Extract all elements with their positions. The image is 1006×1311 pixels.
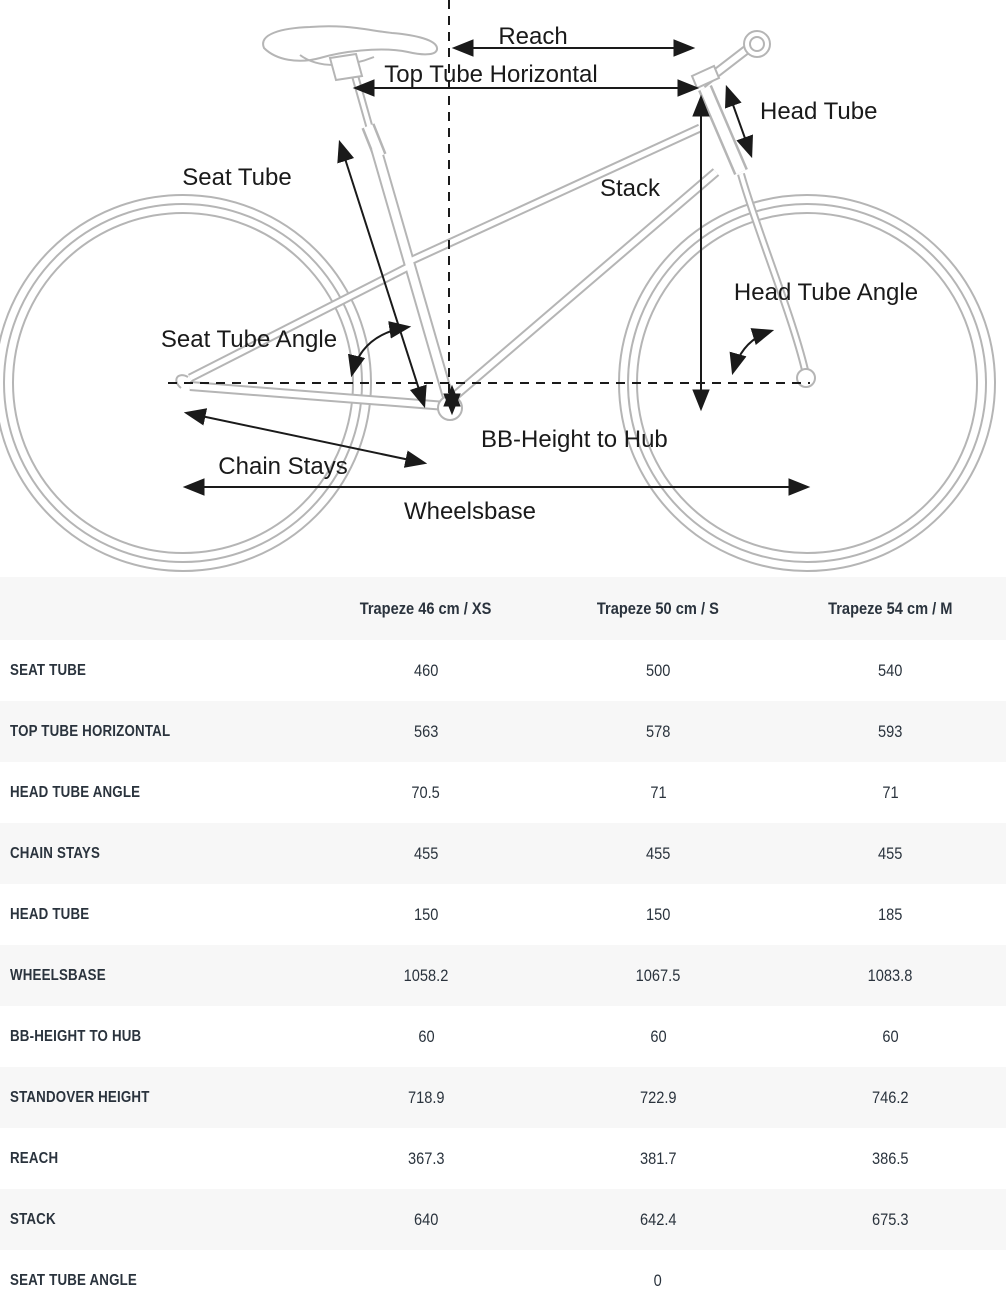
row-label: BB-HEIGHT TO HUB — [10, 1027, 142, 1045]
table-row — [0, 701, 1006, 762]
label-top-tube-horizontal: Top Tube Horizontal — [384, 61, 598, 88]
label-seat-tube-angle: Seat Tube Angle — [160, 326, 338, 353]
table-header-row — [0, 577, 1006, 640]
rear-dropout — [176, 375, 188, 388]
table-row — [0, 823, 1006, 884]
spec-table-body — [0, 640, 1006, 1311]
label-stack: Stack — [599, 175, 660, 202]
cell-value: 675.3 — [871, 1209, 909, 1229]
cell-value: 60 — [881, 1026, 899, 1046]
row-label: STACK — [10, 1210, 56, 1228]
row-label: SEAT TUBE ANGLE — [10, 1271, 137, 1289]
cell-value — [774, 1271, 1006, 1291]
cell-value: 642.4 — [639, 1209, 677, 1229]
table-row — [0, 1006, 1006, 1067]
cell-value: 1067.5 — [635, 965, 681, 985]
cell-value: 455 — [413, 843, 439, 863]
cell-value: 563 — [413, 721, 439, 741]
cell-value: 500 — [645, 660, 671, 680]
table-row — [0, 1189, 1006, 1250]
cell-value: 60 — [417, 1026, 435, 1046]
geometry-table — [0, 577, 1006, 1311]
label-wheelsbase: Wheelsbase — [403, 498, 537, 525]
row-label: SEAT TUBE — [10, 661, 87, 679]
seatpost-clamp — [330, 54, 362, 80]
label-seat-tube: Seat Tube — [182, 164, 292, 191]
cell-value: 367.3 — [407, 1148, 445, 1168]
cell-value: 71 — [881, 782, 899, 802]
cell-value: 540 — [877, 660, 903, 680]
cell-value: 185 — [877, 904, 903, 924]
column-header-s — [542, 599, 774, 619]
label-head-tube-angle: Head Tube Angle — [733, 279, 919, 306]
table-row — [0, 1250, 1006, 1311]
cell-value: 150 — [413, 904, 439, 924]
table-row — [0, 1067, 1006, 1128]
row-label: HEAD TUBE ANGLE — [10, 783, 141, 801]
label-chain-stays: Chain Stays — [218, 453, 348, 480]
column-header-label: Trapeze 54 cm / M — [827, 598, 953, 618]
cell-value — [310, 1271, 542, 1291]
cell-value: 386.5 — [871, 1148, 909, 1168]
cell-value: 150 — [645, 904, 671, 924]
column-header-label: Trapeze 46 cm / XS — [360, 598, 492, 618]
bike-geometry-svg — [0, 0, 1006, 577]
cell-value: 71 — [649, 782, 667, 802]
dimension-labels — [161, 23, 918, 525]
label-reach: Reach — [498, 23, 568, 50]
cell-value: 455 — [877, 843, 903, 863]
column-header-label: Trapeze 50 cm / S — [597, 598, 719, 618]
row-label: STANDOVER HEIGHT — [10, 1088, 150, 1106]
cell-value: 746.2 — [871, 1087, 909, 1107]
table-row — [0, 945, 1006, 1006]
column-header-xs — [310, 599, 542, 619]
row-label: TOP TUBE HORIZONTAL — [10, 722, 171, 740]
cell-value: 60 — [649, 1026, 667, 1046]
table-row — [0, 884, 1006, 945]
row-label: HEAD TUBE — [10, 905, 90, 923]
front-dropout — [797, 369, 815, 387]
cell-value: 722.9 — [639, 1087, 677, 1107]
head-tube-angle-arc — [733, 331, 771, 372]
column-header-m — [774, 599, 1006, 619]
geometry-diagram — [0, 0, 1006, 577]
table-row — [0, 640, 1006, 701]
cell-value: 1083.8 — [867, 965, 913, 985]
cell-value: 0 — [653, 1270, 663, 1290]
cell-value: 593 — [877, 721, 903, 741]
row-label: CHAIN STAYS — [10, 844, 101, 862]
cell-value: 70.5 — [411, 782, 441, 802]
cell-value: 718.9 — [407, 1087, 445, 1107]
table-row — [0, 762, 1006, 823]
table-row — [0, 1128, 1006, 1189]
bottom-bracket — [438, 396, 462, 420]
cell-value: 1058.2 — [403, 965, 449, 985]
stem-spacer — [692, 66, 719, 88]
cell-value: 640 — [413, 1209, 439, 1229]
row-label: WHEELSBASE — [10, 966, 106, 984]
cell-value: 578 — [645, 721, 671, 741]
row-label: REACH — [10, 1149, 59, 1167]
label-head-tube: Head Tube — [760, 98, 878, 125]
cell-value: 460 — [413, 660, 439, 680]
label-bb-height-to-hub: BB-Height to Hub — [481, 426, 668, 453]
cell-value: 455 — [645, 843, 671, 863]
cell-value: 381.7 — [639, 1148, 677, 1168]
